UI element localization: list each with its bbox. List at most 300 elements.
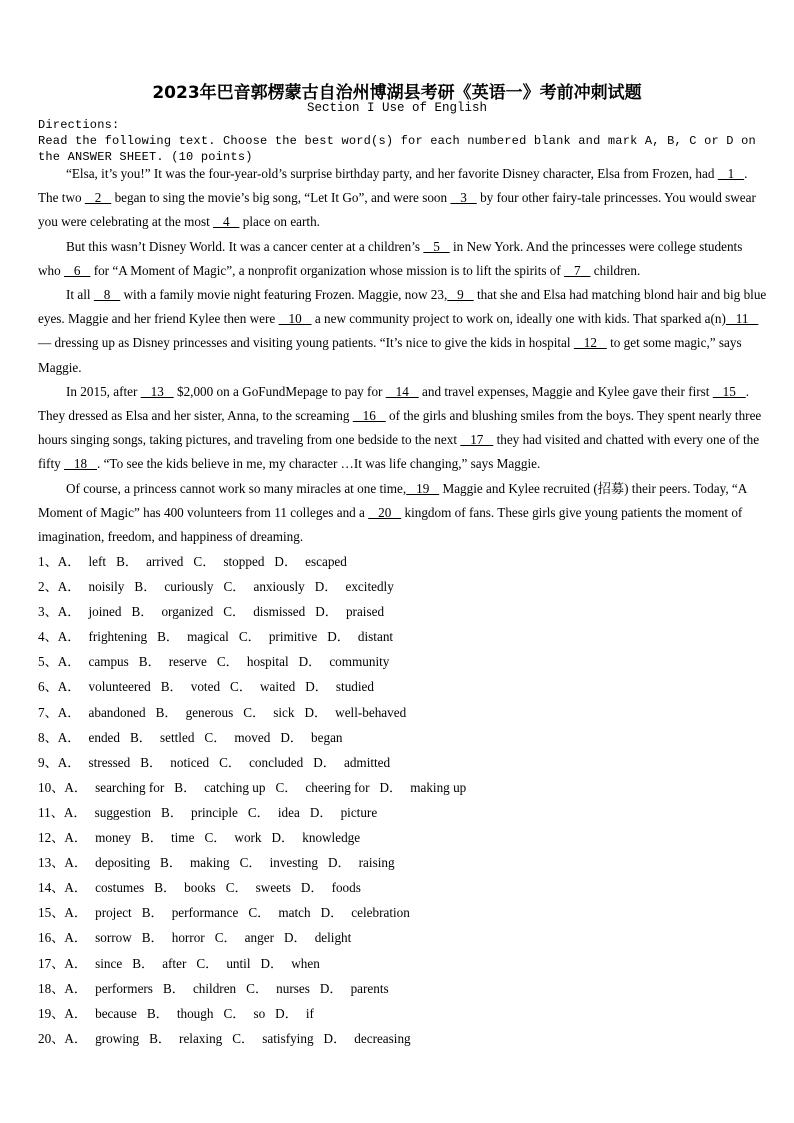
- option-letter: C．: [247, 804, 270, 820]
- answer-option[interactable]: [142, 925, 205, 950]
- numbered-blank: 5: [423, 238, 450, 254]
- answer-option[interactable]: [131, 599, 213, 624]
- option-text: voted: [190, 679, 221, 695]
- answer-option[interactable]: [149, 1026, 222, 1051]
- option-letter: B．: [140, 754, 163, 770]
- numbered-blank: 16: [352, 408, 386, 424]
- answer-option[interactable]: [58, 624, 147, 649]
- option-text: making up: [410, 779, 467, 795]
- answer-option[interactable]: [223, 574, 304, 599]
- answer-option[interactable]: [58, 750, 130, 775]
- option-letter: B．: [132, 955, 155, 971]
- option-text: joined: [88, 604, 122, 620]
- question-item: [38, 800, 758, 825]
- answer-option[interactable]: [315, 599, 384, 624]
- question-number: 15、: [38, 905, 65, 921]
- answer-option[interactable]: [310, 800, 377, 825]
- passage-text: It all: [66, 287, 94, 303]
- question-item: [38, 674, 758, 699]
- question-item: [38, 624, 758, 649]
- option-letter: C．: [239, 855, 262, 871]
- passage-text: . The two: [38, 166, 748, 206]
- passage-text: began to sing the movie’s big song, “Let It Go”, and were soon: [111, 190, 451, 206]
- passage-paragraph: [38, 283, 768, 380]
- option-text: abandoned: [88, 704, 146, 720]
- question-item: [38, 750, 758, 775]
- question-number: 14、: [38, 880, 65, 896]
- question-list: [38, 549, 758, 1051]
- passage-text: . “To see the kids believe in me, my character …It was life changing,” says Maggie.: [96, 456, 541, 472]
- option-text: curiously: [164, 579, 214, 595]
- option-text: well-behaved: [335, 704, 407, 720]
- answer-option[interactable]: [204, 725, 270, 750]
- passage-text: kingdom of fans. These girls give young patients the moment of imagination, freedom, and happiness of dreaming.: [38, 504, 743, 545]
- option-letter: B．: [149, 1030, 172, 1046]
- option-text: if: [305, 1005, 314, 1021]
- answer-option[interactable]: [320, 976, 389, 1001]
- answer-option[interactable]: [156, 700, 234, 725]
- question-item: [38, 549, 758, 574]
- option-letter: B．: [138, 654, 161, 670]
- option-text: escaped: [305, 554, 347, 569]
- option-letter: A．: [64, 855, 88, 871]
- question-number: 3、: [38, 604, 58, 620]
- option-text: hospital: [246, 654, 289, 670]
- option-letter: A．: [64, 1030, 88, 1046]
- option-letter: C．: [196, 955, 219, 971]
- answer-option[interactable]: [134, 574, 213, 599]
- option-letter: B．: [162, 980, 185, 996]
- option-letter: C．: [204, 830, 227, 846]
- question-item: [38, 725, 758, 750]
- numbered-blank: 11: [725, 311, 759, 327]
- answer-option[interactable]: [248, 800, 300, 825]
- option-letter: A．: [57, 704, 81, 720]
- option-text: raising: [358, 855, 395, 871]
- answer-option[interactable]: [193, 549, 264, 574]
- option-text: parents: [350, 980, 389, 996]
- answer-option[interactable]: [64, 1001, 136, 1026]
- option-text: growing: [95, 1030, 140, 1046]
- answer-option[interactable]: [301, 875, 361, 900]
- question-item: [38, 775, 758, 800]
- option-letter: C．: [248, 905, 271, 921]
- question-number: 8、: [38, 729, 58, 745]
- section-heading: Section I Use of English: [306, 101, 488, 115]
- answer-option[interactable]: [64, 850, 150, 875]
- option-text: satisfying: [262, 1030, 314, 1046]
- option-text: praised: [345, 604, 385, 620]
- option-letter: C．: [243, 704, 266, 720]
- option-text: idea: [277, 804, 300, 820]
- option-text: books: [184, 880, 216, 896]
- numbered-blank: 7: [564, 262, 591, 278]
- answer-option[interactable]: [240, 850, 318, 875]
- passage-text: place on earth.: [239, 214, 320, 230]
- option-text: though: [176, 1005, 214, 1021]
- option-text: distant: [357, 629, 394, 645]
- passage-text: and travel expenses, Maggie and Kylee gave their first: [418, 383, 713, 399]
- option-letter: B．: [116, 554, 139, 569]
- numbered-blank: 20: [368, 504, 402, 520]
- question-number: 5、: [38, 654, 58, 670]
- option-letter: A．: [57, 654, 81, 670]
- answer-option[interactable]: [174, 775, 265, 800]
- passage-text: In 2015, after: [66, 383, 141, 399]
- answer-option[interactable]: [275, 775, 369, 800]
- option-letter: D．: [280, 729, 304, 745]
- option-text: moved: [234, 729, 271, 745]
- passage-text: — dressing up as Disney princesses and visiting young patients. “It’s nice to give the kids in hospital: [38, 335, 574, 351]
- answer-option[interactable]: [315, 574, 394, 599]
- option-letter: B．: [160, 679, 183, 695]
- option-letter: A．: [64, 955, 88, 971]
- option-letter: A．: [57, 629, 81, 645]
- question-item: [38, 976, 758, 1001]
- option-letter: A．: [57, 554, 81, 569]
- answer-option[interactable]: [132, 951, 186, 976]
- option-letter: C．: [238, 629, 261, 645]
- answer-option[interactable]: [275, 1001, 314, 1026]
- option-text: catching up: [204, 779, 266, 795]
- option-letter: B．: [154, 880, 177, 896]
- passage-text: Maggie and Kylee recruited (招募) their peers. Today, “A Moment of Magic” has 400 volunteers from 11 colleges and a: [38, 480, 747, 520]
- option-letter: C．: [223, 604, 246, 620]
- option-text: waited: [260, 679, 296, 695]
- option-letter: A．: [64, 830, 88, 846]
- passage-text: with a family movie night featuring Frozen. Maggie, now 23,: [120, 287, 448, 303]
- answer-option[interactable]: [130, 725, 194, 750]
- numbered-blank: 19: [406, 480, 440, 496]
- answer-option[interactable]: [217, 649, 289, 674]
- option-text: arrived: [146, 554, 184, 569]
- answer-option[interactable]: [58, 700, 146, 725]
- answer-option[interactable]: [232, 1026, 313, 1051]
- option-text: depositing: [95, 855, 151, 871]
- answer-option[interactable]: [58, 599, 122, 624]
- question-item: [38, 574, 758, 599]
- option-text: sweets: [255, 880, 291, 896]
- option-letter: B．: [161, 804, 184, 820]
- option-text: primitive: [268, 629, 318, 645]
- option-text: stopped: [223, 554, 265, 569]
- passage-paragraph: [38, 235, 768, 283]
- question-number: 9、: [38, 754, 58, 770]
- option-letter: A．: [57, 679, 81, 695]
- question-item: [38, 850, 758, 875]
- answer-option[interactable]: [284, 925, 351, 950]
- option-letter: B．: [157, 629, 180, 645]
- answer-option[interactable]: [327, 624, 393, 649]
- answer-option[interactable]: [324, 1026, 411, 1051]
- numbered-blank: 18: [64, 456, 97, 472]
- directions-text: Read the following text. Choose the best word(s) for each numbered blank and mark A, B, C or D on the ANSWER SHEET. (10 points): [38, 134, 756, 164]
- question-number: 19、: [38, 1005, 65, 1021]
- option-letter: C．: [232, 1030, 255, 1046]
- numbered-blank: 9: [447, 287, 474, 303]
- option-letter: C．: [275, 779, 298, 795]
- option-letter: D．: [320, 905, 344, 921]
- answer-option[interactable]: [147, 1001, 214, 1026]
- passage-text: in New York. And the princesses were college students who: [38, 238, 743, 278]
- question-number: 20、: [38, 1030, 65, 1046]
- option-text: so: [253, 1005, 266, 1021]
- passage-text: they had visited and chatted with every one of the fifty: [38, 432, 760, 472]
- answer-option[interactable]: [274, 549, 346, 574]
- numbered-blank: 3: [450, 190, 477, 206]
- option-letter: B．: [155, 704, 178, 720]
- option-letter: B．: [130, 729, 152, 745]
- directions-label: Directions:: [38, 118, 120, 132]
- answer-option[interactable]: [154, 875, 216, 900]
- question-item: [38, 900, 758, 925]
- option-text: relaxing: [179, 1030, 223, 1046]
- question-number: 4、: [38, 629, 58, 645]
- option-letter: C．: [216, 654, 239, 670]
- option-text: time: [170, 830, 195, 846]
- option-text: decreasing: [354, 1030, 411, 1046]
- option-text: since: [95, 955, 123, 971]
- option-letter: A．: [64, 1005, 88, 1021]
- answer-option[interactable]: [139, 649, 207, 674]
- answer-option[interactable]: [226, 875, 291, 900]
- option-letter: D．: [327, 855, 351, 871]
- numbered-blank: 13: [140, 383, 174, 399]
- answer-option[interactable]: [64, 800, 151, 825]
- option-letter: C．: [204, 729, 227, 745]
- option-text: horror: [171, 930, 205, 946]
- option-text: frightening: [88, 629, 148, 645]
- passage-text: of the girls and blushing smiles from the boys. They spent nearly three hours singing songs, taking pictures, and traveling from one bedside to the next: [38, 408, 762, 448]
- answer-option[interactable]: [58, 674, 151, 699]
- question-item: [38, 925, 758, 950]
- option-letter: A．: [57, 729, 81, 745]
- option-text: picture: [340, 804, 378, 820]
- answer-option[interactable]: [58, 549, 106, 574]
- option-letter: D．: [274, 554, 298, 569]
- answer-option[interactable]: [223, 599, 305, 624]
- option-letter: A．: [64, 779, 88, 795]
- option-text: noisily: [88, 579, 125, 595]
- passage-text: a new community project to work on, ideally one with kids. That sparked a(n): [311, 311, 726, 327]
- answer-option[interactable]: [239, 624, 317, 649]
- question-number: 12、: [38, 830, 65, 846]
- option-text: money: [95, 830, 131, 846]
- option-text: community: [329, 654, 390, 670]
- numbered-blank: 6: [64, 262, 91, 278]
- numbered-blank: 2: [84, 190, 112, 206]
- answer-option[interactable]: [58, 649, 129, 674]
- option-letter: A．: [64, 905, 88, 921]
- numbered-blank: 4: [213, 214, 240, 230]
- passage-paragraph: [38, 162, 768, 235]
- option-text: investing: [269, 855, 318, 871]
- passage-text: for “A Moment of Magic”, a nonprofit organization whose mission is to lift the spirits of: [90, 262, 565, 278]
- question-number: 6、: [38, 679, 58, 695]
- option-letter: B．: [141, 905, 164, 921]
- option-letter: C．: [193, 554, 216, 569]
- passage-text: Of course, a princess cannot work so many miracles at one time,: [66, 480, 407, 496]
- option-text: generous: [185, 704, 234, 720]
- option-text: project: [95, 905, 132, 921]
- option-text: organized: [161, 604, 214, 620]
- answer-option[interactable]: [215, 925, 274, 950]
- option-letter: B．: [131, 604, 154, 620]
- option-letter: A．: [57, 604, 81, 620]
- answer-option[interactable]: [58, 574, 125, 599]
- option-text: making: [190, 855, 230, 871]
- passage-text: $2,000 on a GoFundMepage to pay for: [173, 383, 386, 399]
- answer-option[interactable]: [196, 951, 250, 976]
- option-letter: C．: [223, 1005, 246, 1021]
- answer-option[interactable]: [116, 549, 183, 574]
- option-letter: B．: [141, 930, 164, 946]
- option-text: principle: [191, 804, 238, 820]
- option-text: nurses: [276, 980, 310, 996]
- answer-option[interactable]: [161, 674, 220, 699]
- answer-option[interactable]: [304, 700, 406, 725]
- option-letter: C．: [223, 579, 246, 595]
- option-letter: B．: [160, 855, 183, 871]
- option-text: until: [226, 955, 251, 971]
- option-text: settled: [159, 729, 195, 745]
- answer-option[interactable]: [140, 750, 209, 775]
- answer-option[interactable]: [243, 700, 294, 725]
- numbered-blank: 1: [717, 166, 745, 181]
- answer-option[interactable]: [223, 1001, 265, 1026]
- question-number: 11、: [38, 804, 64, 820]
- option-text: volunteered: [88, 679, 151, 695]
- question-item: [38, 1026, 758, 1051]
- answer-option[interactable]: [64, 900, 131, 925]
- answer-option[interactable]: [280, 725, 342, 750]
- option-letter: A．: [57, 579, 81, 595]
- option-letter: D．: [323, 1030, 347, 1046]
- option-letter: A．: [64, 880, 88, 896]
- option-text: performers: [95, 980, 153, 996]
- option-text: sick: [273, 704, 295, 720]
- answer-option[interactable]: [64, 976, 153, 1001]
- answer-option[interactable]: [64, 825, 131, 850]
- option-letter: D．: [327, 629, 350, 645]
- answer-option[interactable]: [305, 674, 374, 699]
- answer-option[interactable]: [64, 925, 131, 950]
- option-text: celebration: [351, 905, 410, 921]
- answer-option[interactable]: [163, 976, 236, 1001]
- question-item: [38, 599, 758, 624]
- option-letter: B．: [174, 779, 197, 795]
- answer-option[interactable]: [64, 875, 144, 900]
- numbered-blank: 10: [278, 311, 312, 327]
- option-text: campus: [88, 654, 129, 670]
- answer-option[interactable]: [64, 951, 122, 976]
- option-text: because: [95, 1005, 137, 1021]
- option-letter: C．: [219, 754, 242, 770]
- option-text: match: [278, 905, 311, 921]
- option-text: concluded: [249, 754, 304, 770]
- option-letter: D．: [319, 980, 343, 996]
- numbered-blank: 17: [460, 432, 494, 448]
- answer-option[interactable]: [380, 775, 467, 800]
- option-text: work: [234, 830, 262, 846]
- answer-option[interactable]: [299, 649, 390, 674]
- question-number: 10、: [38, 779, 65, 795]
- option-text: delight: [314, 930, 352, 946]
- option-letter: D．: [271, 830, 295, 846]
- answer-option[interactable]: [64, 1026, 139, 1051]
- question-number: 2、: [38, 579, 58, 595]
- question-item: [38, 1001, 758, 1026]
- cloze-passage: [38, 162, 768, 549]
- option-letter: D．: [283, 930, 307, 946]
- option-text: dismissed: [253, 604, 306, 620]
- option-text: performance: [171, 905, 239, 921]
- option-letter: A．: [63, 804, 87, 820]
- answer-option[interactable]: [142, 900, 239, 925]
- option-text: excitedly: [345, 579, 394, 595]
- answer-option[interactable]: [58, 725, 120, 750]
- option-letter: C．: [230, 679, 253, 695]
- question-number: 16、: [38, 930, 65, 946]
- option-letter: D．: [298, 654, 322, 670]
- option-letter: D．: [315, 604, 338, 620]
- option-letter: B．: [141, 830, 163, 846]
- option-letter: C．: [246, 980, 269, 996]
- numbered-blank: 15: [712, 383, 746, 399]
- question-item: [38, 875, 758, 900]
- answer-option[interactable]: [219, 750, 303, 775]
- option-letter: D．: [300, 880, 324, 896]
- option-text: anxiously: [253, 579, 305, 595]
- passage-text: by four other fairy-tale princesses. You would swear you were celebrating at the most: [38, 190, 756, 230]
- answer-option[interactable]: [160, 850, 230, 875]
- option-text: studied: [335, 679, 375, 695]
- option-text: anger: [244, 930, 274, 946]
- answer-option[interactable]: [161, 800, 238, 825]
- answer-option[interactable]: [246, 976, 310, 1001]
- answer-option[interactable]: [141, 825, 194, 850]
- option-letter: D．: [305, 679, 328, 695]
- answer-option[interactable]: [261, 951, 320, 976]
- passage-paragraph: [38, 380, 768, 477]
- option-letter: C．: [225, 880, 248, 896]
- option-text: costumes: [95, 880, 145, 896]
- option-letter: C．: [214, 930, 237, 946]
- question-item: [38, 700, 758, 725]
- answer-option[interactable]: [204, 825, 261, 850]
- option-letter: A．: [64, 980, 88, 996]
- question-number: 1、: [38, 554, 58, 569]
- answer-option[interactable]: [313, 750, 390, 775]
- passage-text: But this wasn’t Disney World. It was a cancer center at a children’s: [66, 238, 424, 254]
- answer-option[interactable]: [272, 825, 361, 850]
- passage-text: that she and Elsa had matching blond hair and big blue eyes. Maggie and her friend Kylee then were: [38, 287, 767, 327]
- answer-option[interactable]: [230, 674, 295, 699]
- option-text: children: [192, 980, 237, 996]
- option-letter: D．: [379, 779, 403, 795]
- answer-option[interactable]: [64, 775, 164, 800]
- option-text: reserve: [168, 654, 207, 670]
- option-letter: D．: [275, 1005, 298, 1021]
- answer-option[interactable]: [328, 850, 395, 875]
- question-number: 13、: [38, 855, 65, 871]
- option-text: searching for: [95, 779, 165, 795]
- answer-option[interactable]: [248, 900, 310, 925]
- numbered-blank: 14: [385, 383, 419, 399]
- answer-option[interactable]: [157, 624, 229, 649]
- answer-option[interactable]: [321, 900, 410, 925]
- numbered-blank: 8: [93, 287, 121, 303]
